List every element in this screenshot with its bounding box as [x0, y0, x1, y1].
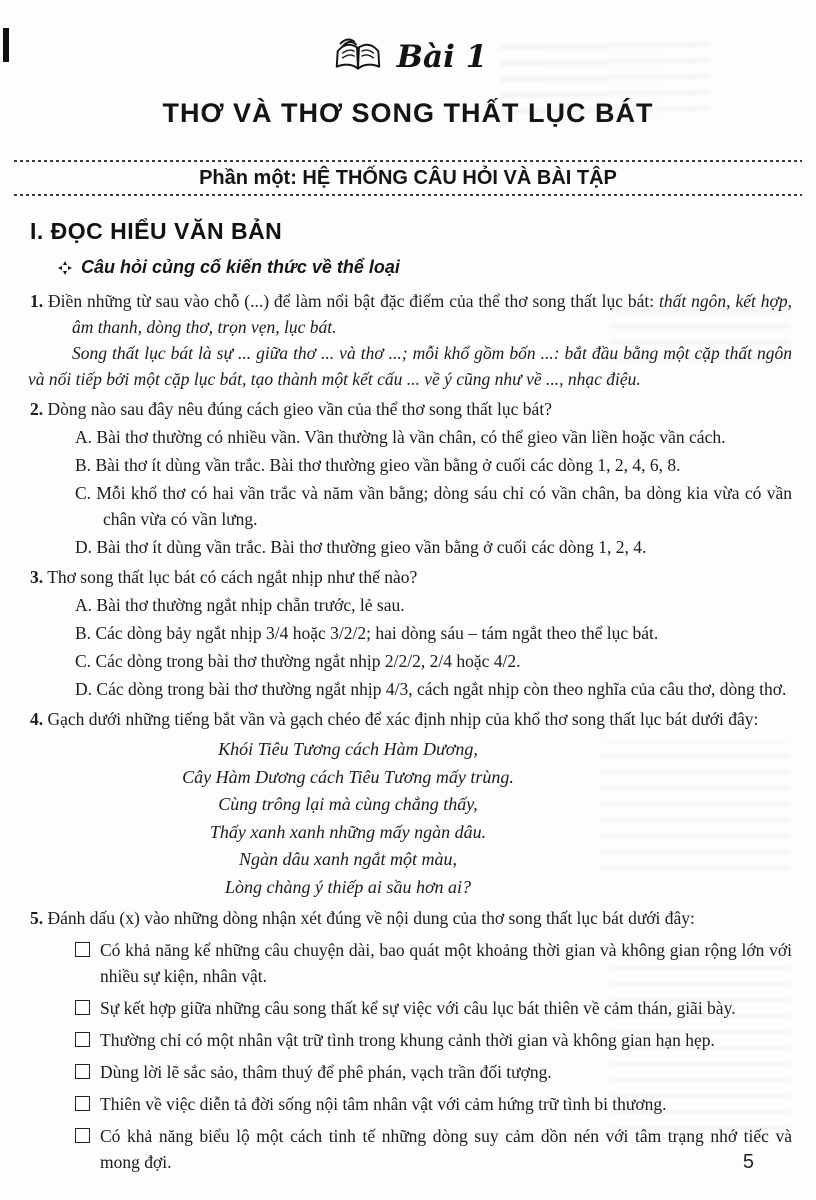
question-text: Đánh dấu (x) vào những dòng nhận xét đúng về nội dung của thơ song thất lục bát dưới đây: [47, 908, 695, 928]
option-letter: A. [75, 595, 93, 615]
checkbox[interactable] [75, 1000, 90, 1015]
answer-option-d[interactable] [28, 676, 792, 702]
option-text: Các dòng bảy ngắt nhịp 3/4 hoặc 3/2/2; hai dòng sáu – tám ngắt theo thể lục bát. [95, 623, 659, 643]
checkbox[interactable] [75, 1096, 90, 1111]
checkbox-label: Có khả năng kể những câu chuyện dài, bao quát một khoảng thời gian và không gian rộng lớn với nhiều sự kiện, nhân vật. [100, 940, 792, 986]
question-1-fill-paragraph: Song thất lục bát là sự ... giữa thơ ... và thơ ...; mỗi khổ gồm bốn ...: bắt đầu bằng một cặp thất ngôn và nối tiếp bởi một cặp lục bát, tạo thành một kết cấu ... về ý cũng như về ..., nhạc điệu. [28, 343, 792, 389]
option-text: Bài thơ ít dùng vần trắc. Bài thơ thường gieo vần bằng ở cuối các dòng 1, 2, 4, 6, 8. [95, 455, 681, 475]
four-point-cross-icon [58, 261, 72, 275]
part-banner-text: Phần một: HỆ THỐNG CÂU HỎI VÀ BÀI TẬP [199, 167, 617, 189]
question-text: Dòng nào sau đây nêu đúng cách gieo vần của thể thơ song thất lục bát? [47, 399, 552, 419]
checkbox-label: Thiên về việc diễn tả đời sống nội tâm nhân vật với cảm hứng trữ tình bi thương. [100, 1094, 667, 1114]
option-letter: C. [75, 483, 92, 503]
question-number: 1. [30, 291, 44, 311]
checkbox[interactable] [75, 942, 90, 957]
bleedthrough-smudge [610, 300, 790, 360]
question-2 [28, 396, 792, 422]
page-number: 5 [742, 1151, 754, 1173]
option-letter: D. [75, 679, 93, 699]
answer-option-c[interactable] [28, 648, 792, 674]
answer-option-d[interactable] [28, 534, 792, 560]
checkbox[interactable] [75, 1064, 90, 1079]
question-4 [28, 706, 792, 732]
poem-line: Khói Tiêu Tương cách Hàm Dương, [218, 739, 478, 759]
option-letter: B. [75, 623, 92, 643]
answer-option-a[interactable] [28, 424, 792, 450]
page-title: THƠ VÀ THƠ SONG THẤT LỤC BÁT [162, 98, 654, 128]
question-text: Điền những từ sau vào chỗ (...) để làm nổi bật đặc điểm của thể thơ song thất lục bát: [48, 291, 660, 311]
question-number: 5. [30, 908, 44, 928]
option-text: Bài thơ thường ngắt nhịp chẵn trước, lẻ sau. [96, 595, 405, 615]
answer-option-b[interactable] [28, 452, 792, 478]
checkbox-label: Có khả năng biểu lộ một cách tinh tế những dòng suy cảm dồn nén với tâm trạng nhớ tiếc và mong đợi. [100, 1126, 792, 1172]
answer-option-a[interactable] [28, 592, 792, 618]
question-word-list: thất ngôn, kết hợp, âm thanh, dòng thơ, trọn vẹn, lục bát. [72, 291, 792, 337]
option-letter: C. [75, 651, 92, 671]
checkbox[interactable] [75, 1128, 90, 1143]
poem-line: Ngàn dâu xanh ngắt một màu, [239, 849, 457, 869]
question-3 [28, 564, 792, 590]
bleedthrough-smudge [600, 740, 790, 870]
scan-artifact-mark [3, 28, 9, 62]
checkbox-item [28, 1123, 792, 1175]
checkbox-label: Dùng lời lẽ sắc sảo, thâm thuý để phê phán, vạch trần đối tượng. [100, 1062, 552, 1082]
section-subheading-label: Câu hỏi củng cố kiến thức về thể loại [81, 257, 400, 277]
dashed-rule-bottom [14, 194, 802, 196]
option-letter: A. [75, 427, 93, 447]
option-text: Bài thơ ít dùng vần trắc. Bài thơ thường gieo vần bằng ở cuối các dòng 1, 2, 4. [96, 537, 647, 557]
option-text: Bài thơ thường có nhiều vần. Vần thường là vần chân, có thể gieo vần liền hoặc vần cách. [96, 427, 726, 447]
poem-line: Lòng chàng ý thiếp ai sầu hơn ai? [224, 876, 472, 897]
question-number: 3. [30, 567, 44, 587]
poem-line: Cùng trông lại mà cùng chẳng thấy, [218, 794, 478, 814]
question-text: Thơ song thất lục bát có cách ngắt nhịp như thế nào? [47, 567, 418, 587]
question-5 [28, 905, 792, 931]
bleedthrough-smudge [499, 40, 710, 114]
answer-option-b[interactable] [28, 620, 792, 646]
bleedthrough-smudge [610, 940, 790, 1130]
option-text: Các dòng trong bài thơ thường ngắt nhịp 2/2/2, 2/4 hoặc 4/2. [95, 651, 521, 671]
option-text: Mỗi khổ thơ có hai vần trắc và năm vần bằng; dòng sáu chỉ có vần chân, ba dòng kia vừa có vần chân vừa có vần lưng. [96, 483, 792, 529]
question-number: 2. [30, 399, 44, 419]
lesson-number: Bài 1 [396, 39, 488, 75]
section-heading: I. ĐỌC HIỂU VĂN BẢN [30, 218, 283, 244]
poem-line: Thấy xanh xanh những mấy ngàn dâu. [209, 821, 487, 842]
section-subheading [58, 257, 816, 278]
part-banner [14, 153, 802, 202]
option-letter: B. [75, 455, 92, 475]
question-text: Gạch dưới những tiếng bắt vần và gạch chéo để xác định nhịp của khổ thơ song thất lục bát dưới đây: [47, 709, 759, 729]
option-letter: D. [75, 537, 93, 557]
poem-excerpt [68, 736, 628, 901]
checkbox-label: Thường chỉ có một nhân vật trữ tình trong khung cảnh thời gian và không gian hạn hẹp. [100, 1030, 715, 1050]
checkbox[interactable] [75, 1032, 90, 1047]
answer-option-c[interactable] [28, 480, 792, 532]
open-book-icon [329, 36, 387, 78]
question-number: 4. [30, 709, 44, 729]
poem-line: Cây Hàm Dương cách Tiêu Tương mấy trùng. [182, 766, 514, 787]
option-text: Các dòng trong bài thơ thường ngắt nhịp 4/3, cách ngắt nhịp còn theo nghĩa của câu thơ, dòng thơ. [96, 679, 787, 699]
checkbox-label: Sự kết hợp giữa những câu song thất kể sự việc với câu lục bát thiên về cảm thán, giãi bày. [100, 998, 736, 1018]
